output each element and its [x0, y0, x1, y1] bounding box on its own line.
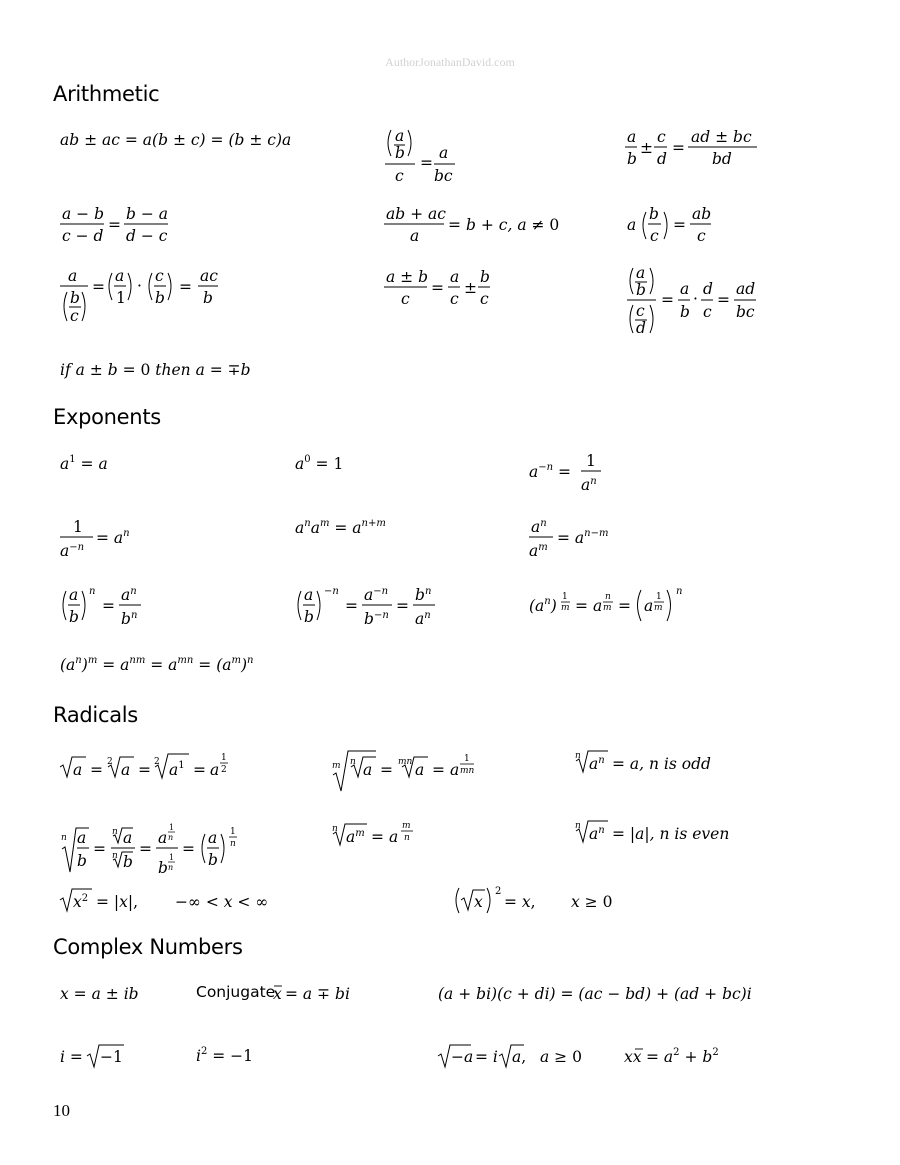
svg-text:−n: −n [324, 586, 339, 597]
svg-text:m: m [332, 761, 341, 771]
svg-text:=: = [717, 291, 730, 309]
formula-even-root-svg [575, 818, 745, 848]
svg-text:bd: bd [712, 150, 732, 168]
svg-text:=: = [108, 216, 121, 234]
svg-text:m: m [402, 821, 411, 831]
svg-text:c − d: c − d [62, 227, 104, 245]
svg-text:a1 = a: $a^1 = a$ [60, 454, 108, 473]
svg-text:m: m [654, 603, 663, 613]
svg-text:anam = an+m: $a^na^m = a^{n+m}$ [295, 518, 386, 537]
svg-text:= a, n is odd: = a, n is odd [612, 755, 711, 773]
svg-text:m: m [561, 603, 570, 613]
formula-root-of-negative-svg [438, 1040, 598, 1070]
svg-text:2: 2 [154, 757, 160, 767]
svg-text:an: $a^n$ [589, 755, 605, 773]
svg-text:b: b [155, 289, 165, 307]
svg-text:n: n [575, 751, 581, 761]
svg-text:= an−m: = $a^{n-m}$ [557, 528, 609, 547]
svg-text:2: 2 [107, 757, 113, 767]
svg-text:=: = [139, 840, 152, 858]
svg-text:a−n: $a^{-n}$ [60, 542, 85, 560]
svg-text:xx: xx [624, 1048, 642, 1066]
formula-negate-fraction-svg [60, 203, 180, 248]
svg-text:b: b [203, 289, 213, 307]
svg-text:=: = [182, 840, 195, 858]
formula-root-to-fractional-power-svg [332, 818, 432, 853]
svg-text:1: 1 [464, 754, 470, 764]
svg-text:n: n [168, 863, 174, 872]
page-number: 10 [53, 1101, 70, 1120]
svg-text:a: a [439, 144, 449, 162]
svg-text:ac: ac [200, 267, 218, 285]
formula-odd-root-svg [575, 748, 745, 778]
section-title-radicals: Radicals [53, 703, 138, 727]
svg-text:n: n [332, 824, 338, 834]
formula-i-squared-svg [196, 1043, 276, 1068]
svg-text:n: n [89, 586, 96, 597]
svg-text:= x,: = x, [504, 893, 536, 911]
svg-text:bn: $b^n$ [415, 586, 432, 604]
svg-text:b: b [395, 144, 405, 162]
svg-text:c: c [70, 307, 79, 325]
svg-text:bn: $b^n$ [121, 610, 138, 628]
svg-text:a: a [680, 280, 690, 298]
formula-square-of-root-svg [453, 886, 623, 916]
svg-text:1: 1 [656, 592, 662, 602]
svg-text:=: = [179, 278, 192, 296]
svg-text:b: b [77, 852, 87, 870]
svg-text:n: n [404, 833, 410, 843]
svg-text:(an)m = anm = amn = (am)n: $(a^n)^m = a^{nm} = a^{mn} = (a^m)^n$ [60, 655, 254, 674]
svg-text:a: a [593, 597, 603, 615]
formula-power-of-power-svg [60, 652, 300, 677]
formula-add-fractions-svg [624, 126, 774, 171]
svg-text:d: d [703, 280, 713, 298]
svg-text:c: c [657, 128, 666, 146]
svg-text:a: a [304, 586, 314, 604]
svg-text:c: c [401, 290, 410, 308]
formula-fractional-power-svg [529, 584, 704, 629]
formula-square-root-power-svg [60, 750, 250, 790]
svg-text:x2: $x^2$ [73, 893, 89, 911]
svg-text:b: b [480, 268, 490, 286]
svg-text:·: · [137, 277, 142, 295]
svg-text:c: c [450, 290, 459, 308]
svg-text:=: = [432, 761, 445, 779]
svg-text:2: 2 [495, 886, 502, 897]
svg-text:ab + ac: ab + ac [386, 205, 446, 223]
formula-power-one-svg [60, 451, 130, 476]
svg-text:n: n [350, 757, 356, 767]
formula-modulus-squared-svg [624, 1040, 764, 1070]
svg-text:n: n [168, 833, 174, 842]
svg-text:−a: −a [451, 1048, 474, 1066]
conjugate-label: Conjugate [196, 983, 276, 1001]
formula-conjugate-svg [273, 981, 373, 1006]
svg-text:a: a [363, 761, 373, 779]
svg-text:1: 1 [221, 753, 227, 763]
svg-text:±: ± [640, 139, 653, 157]
svg-text:c: c [697, 227, 706, 245]
formula-product-rule-svg [295, 515, 415, 540]
svg-text:a: a [410, 227, 420, 245]
svg-text:a: a [68, 267, 78, 285]
svg-text:c: c [395, 167, 404, 185]
svg-text:=: = [93, 840, 106, 858]
section-title-exponents: Exponents [53, 405, 161, 429]
svg-text:a: a [395, 127, 405, 145]
svg-text:=: = [380, 761, 393, 779]
svg-text:1: 1 [169, 853, 175, 862]
svg-text:a: a [210, 761, 220, 779]
svg-text:=: = [396, 597, 409, 615]
svg-text:a: a [158, 829, 168, 847]
svg-text:a: a [644, 597, 654, 615]
svg-text:b: b [649, 205, 659, 223]
formula-reciprocal-negative-svg [60, 516, 150, 561]
svg-text:n: n [605, 592, 611, 602]
svg-text:am: $a^m$ [529, 542, 548, 560]
formula-compound-fraction-1-svg [383, 126, 473, 186]
svg-text:a: a [115, 267, 125, 285]
formula-quotient-rule-svg [529, 516, 629, 561]
formula-negative-exponent-svg [529, 450, 619, 495]
svg-text:x: x [474, 893, 483, 911]
svg-text:a−n =: $a^{-n}$ = [529, 462, 571, 481]
svg-text:b: b [627, 150, 637, 168]
svg-text:b: b [69, 608, 79, 626]
svg-text:an: $a^n$ [589, 825, 605, 843]
svg-text:ad ± bc: ad ± bc [691, 128, 752, 146]
svg-text:ab ± ac = a(b ± c) = (b ± c)a: ab ± ac = a(b ± c) = (b ± c)a [60, 131, 292, 149]
svg-text:mn: mn [398, 757, 413, 767]
svg-text:= a2 + b2: = $a^2 + b^2$ [646, 1047, 719, 1066]
svg-text:=: = [92, 278, 105, 296]
svg-text:an: $a^n$ [121, 586, 137, 604]
svg-text:b: b [208, 851, 218, 869]
svg-text:b: b [304, 608, 314, 626]
svg-text:a1: $a^1$ [169, 760, 185, 779]
svg-text:1: 1 [230, 827, 236, 837]
formula-split-numerator-svg [384, 266, 504, 311]
svg-text:bc: bc [736, 303, 755, 321]
svg-text:b: b [636, 281, 646, 299]
svg-text:n: n [676, 586, 683, 597]
svg-text:n: n [61, 833, 67, 843]
svg-text:±: ± [464, 279, 477, 297]
svg-text:b: b [680, 303, 690, 321]
svg-text:a: a [389, 828, 399, 846]
svg-text:b−n: $b^{-n}$ [364, 610, 389, 628]
svg-text:=: = [371, 828, 384, 846]
svg-text:b: b [123, 853, 133, 871]
formula-divide-by-fraction-svg [60, 265, 230, 335]
formula-negative-power-of-quotient-svg [295, 584, 445, 629]
svg-text:c: c [480, 290, 489, 308]
formula-cancel-common-factor-svg [384, 203, 564, 248]
svg-text:a: a [450, 761, 460, 779]
svg-text:ad: ad [736, 280, 756, 298]
svg-text:(an): $(a^n)$ [529, 596, 557, 615]
svg-text:(a + bi)(c + di) = (ac − bd) +: (a + bi)(c + di) = (ac − bd) + (ad + bc)i [438, 985, 752, 1003]
formula-multiply-fraction-svg [627, 203, 727, 248]
svg-text:−1: −1 [100, 1048, 123, 1066]
svg-text:a: a [627, 128, 637, 146]
svg-text:1: 1 [586, 452, 596, 470]
svg-text:i2 = −1: $i^2 = -1$ [196, 1046, 254, 1065]
section-title-complex-numbers: Complex Numbers [53, 935, 243, 959]
svg-text:c: c [155, 267, 164, 285]
formula-opposites-svg [60, 357, 280, 382]
svg-text:1: 1 [562, 592, 568, 602]
formula-complex-product-svg [438, 981, 768, 1006]
svg-text:x ≥ 0: x ≥ 0 [571, 893, 613, 911]
svg-text:= |a|, n is even: = |a|, n is even [612, 825, 730, 843]
svg-text:a: a [627, 216, 637, 234]
svg-text:a: a [69, 586, 79, 604]
svg-text:a: a [450, 268, 460, 286]
formula-distributive-svg [60, 125, 320, 155]
svg-text:b + c, a ≠ 0: b + c, a ≠ 0 [466, 216, 560, 234]
svg-text:am: $a^m$ [346, 828, 365, 846]
svg-text:i =: i = [60, 1048, 83, 1066]
svg-text:a: a [208, 829, 218, 847]
svg-text:a,: a, [512, 1048, 527, 1066]
svg-text:= i: = i [475, 1048, 498, 1066]
svg-text:=: = [618, 597, 631, 615]
formula-root-of-quotient-svg [60, 823, 250, 883]
svg-text:a: a [77, 829, 87, 847]
svg-text:if a ± b = 0 then a = ∓b: if a ± b = 0 then a = ∓b [60, 361, 251, 379]
svg-text:1: 1 [169, 823, 175, 832]
formula-imaginary-unit-svg [60, 1040, 160, 1070]
svg-text:a0 = 1: $a^0 = 1$ [295, 454, 344, 473]
svg-text:x: x [273, 985, 282, 1003]
watermark: AuthorJonathanDavid.com [385, 55, 515, 69]
svg-text:an: $a^n$ [531, 518, 547, 536]
svg-text:n: n [230, 839, 236, 849]
svg-text:=: = [102, 597, 115, 615]
svg-text:ab: ab [692, 205, 712, 223]
svg-text:a: a [73, 761, 83, 779]
svg-text:=: = [661, 291, 674, 309]
formula-complex-form-svg [60, 981, 160, 1006]
svg-text:b: b [70, 289, 80, 307]
svg-text:c: c [703, 303, 712, 321]
svg-text:a−n: $a^{-n}$ [364, 586, 389, 604]
svg-text:n: n [112, 827, 118, 837]
svg-text:=: = [138, 761, 151, 779]
svg-text:an: $a^n$ [581, 476, 597, 494]
svg-text:m: m [603, 603, 612, 613]
svg-text:=: = [575, 597, 588, 615]
svg-text:−∞ < x < ∞: −∞ < x < ∞ [175, 893, 269, 911]
formula-power-of-quotient-svg [60, 584, 160, 629]
svg-text:1: 1 [73, 518, 83, 536]
svg-text:=: = [431, 279, 444, 297]
svg-text:=: = [420, 154, 433, 172]
svg-text:n: n [112, 851, 118, 861]
svg-text:mn: mn [460, 766, 475, 776]
formula-root-of-square-svg [60, 886, 290, 916]
svg-text:x = a ± ib: x = a ± ib [60, 985, 139, 1003]
svg-text:d: d [636, 319, 646, 337]
svg-text:a ± b: a ± b [386, 268, 429, 286]
svg-text:a: a [636, 264, 646, 282]
svg-text:·: · [693, 290, 698, 308]
svg-text:=: = [672, 139, 685, 157]
svg-text:n: n [575, 821, 581, 831]
formula-divide-fractions-svg [625, 264, 775, 339]
svg-text:= an: = $a^n$ [96, 528, 130, 547]
svg-text:d − c: d − c [126, 227, 168, 245]
svg-text:1: 1 [116, 289, 126, 307]
svg-text:= |x|,: = |x|, [96, 893, 139, 911]
svg-text:d: d [657, 150, 667, 168]
section-title-arithmetic: Arithmetic [53, 82, 160, 106]
svg-text:=: = [90, 761, 103, 779]
svg-text:b − a: b − a [126, 205, 169, 223]
svg-text:bc: bc [434, 167, 453, 185]
svg-text:a ≥ 0: a ≥ 0 [540, 1048, 582, 1066]
svg-text:2: 2 [221, 765, 227, 775]
svg-text:b: b [158, 859, 168, 877]
formula-nested-roots-svg [332, 748, 502, 793]
svg-text:c: c [650, 227, 659, 245]
svg-text:a − b: a − b [62, 205, 105, 223]
svg-text:=: = [673, 216, 686, 234]
svg-text:=: = [345, 597, 358, 615]
svg-text:a: a [123, 829, 133, 847]
svg-text:= a ∓ bi: = a ∓ bi [285, 985, 350, 1003]
svg-text:an: $a^n$ [415, 610, 431, 628]
formula-power-zero-svg [295, 451, 365, 476]
svg-text:c: c [636, 302, 645, 320]
svg-text:=: = [193, 761, 206, 779]
svg-text:a: a [121, 761, 131, 779]
svg-text:a: a [415, 761, 425, 779]
svg-text:=: = [448, 216, 461, 234]
